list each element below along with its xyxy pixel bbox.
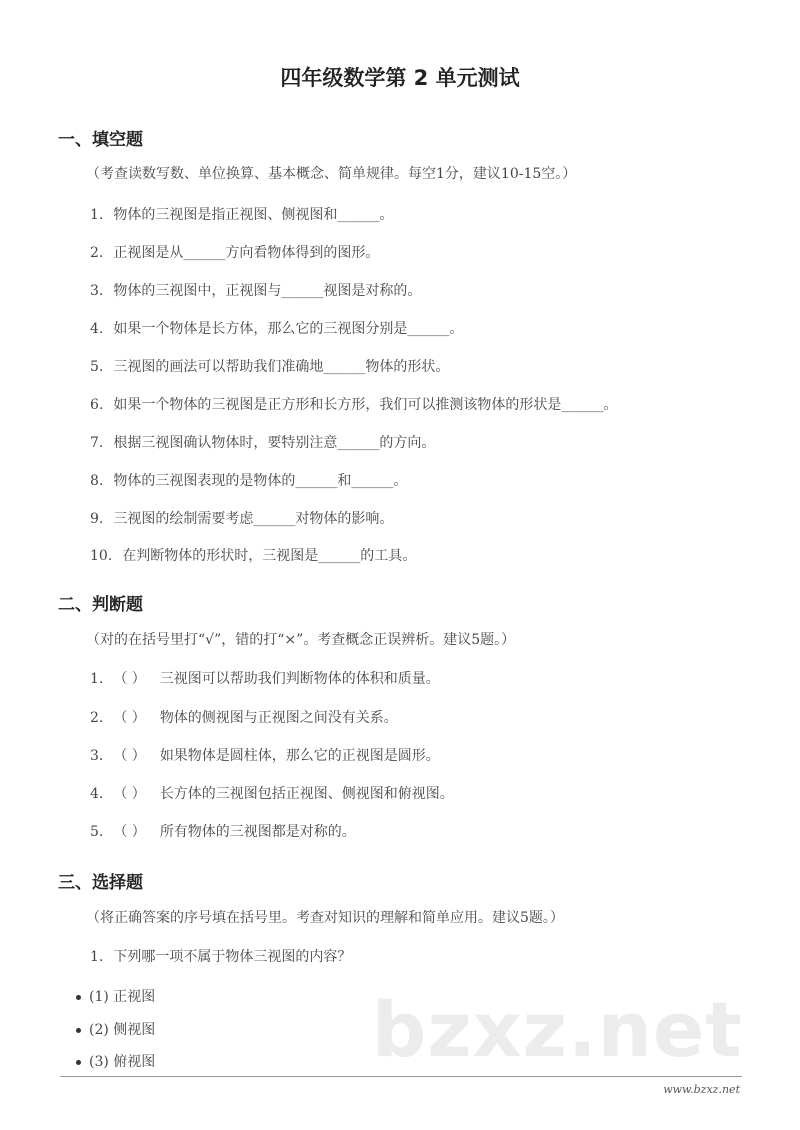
question-text: 物体的三视图是指正视图、侧视图和______。 [113, 207, 394, 223]
question-item [90, 821, 356, 841]
choice-text: (2) 侧视图 [89, 1022, 156, 1038]
question-text: 物体的三视图表现的是物体的______和______。 [113, 473, 408, 489]
bullet-icon [76, 1060, 81, 1065]
question-item [90, 745, 440, 765]
question-number: 1. [90, 207, 104, 223]
answer-bracket: （ ） [113, 786, 146, 802]
question-text: 物体的侧视图与正视图之间没有关系。 [159, 710, 398, 726]
question-number: 5. [90, 359, 104, 375]
question-number: 2. [90, 245, 104, 261]
choice-text: (1) 正视图 [89, 989, 156, 1005]
question-item [90, 356, 449, 376]
question-text: 下列哪一项不属于物体三视图的内容？ [113, 949, 352, 965]
question-item [90, 280, 421, 300]
question-item [90, 394, 617, 414]
question-item [90, 432, 435, 452]
question-number: 6. [90, 397, 104, 413]
question-number: 2. [90, 710, 104, 726]
question-text: 如果一个物体是长方体，那么它的三视图分别是______。 [113, 321, 464, 337]
question-item [90, 242, 379, 262]
question-text: 如果一个物体的三视图是正方形和长方形，我们可以推测该物体的形状是______。 [113, 397, 618, 413]
question-number: 4. [90, 321, 104, 337]
question-number: 1. [90, 671, 104, 687]
question-item [90, 545, 416, 565]
choice-option [76, 1019, 155, 1039]
section-heading-fill-blank: 一、填空题 [58, 130, 143, 150]
question-text: 三视图可以帮助我们判断物体的体积和质量。 [159, 671, 440, 687]
section-note: （对的在括号里打“√”，错的打“×”。考查概念正误辨析。建议5题。） [86, 632, 516, 648]
question-number: 3. [90, 748, 104, 764]
question-text: 如果物体是圆柱体，那么它的正视图是圆形。 [159, 748, 440, 764]
question-number: 5. [90, 824, 104, 840]
question-number: 7. [90, 435, 104, 451]
watermark: bzxz.net [372, 985, 743, 1074]
question-item [90, 318, 463, 338]
question-text: 三视图的画法可以帮助我们准确地______物体的形状。 [113, 359, 450, 375]
question-text: 物体的三视图中，正视图与______视图是对称的。 [113, 283, 422, 299]
question-text: 三视图的绘制需要考虑______对物体的影响。 [113, 511, 394, 527]
question-text: 长方体的三视图包括正视图、侧视图和俯视图。 [159, 786, 454, 802]
question-text: 根据三视图确认物体时，要特别注意______的方向。 [113, 435, 436, 451]
bullet-icon [76, 1028, 81, 1033]
footer-url: www.bzxz.net [663, 1083, 740, 1096]
question-item [90, 783, 454, 803]
answer-bracket: （ ） [113, 710, 146, 726]
section-note: （考查读数写数、单位换算、基本概念、简单规律。每空1分，建议10-15空。） [86, 166, 577, 182]
question-item [90, 946, 351, 966]
question-text: 所有物体的三视图都是对称的。 [159, 824, 356, 840]
section-heading-true-false: 二、判断题 [58, 595, 143, 615]
question-text: 在判断物体的形状时，三视图是______的工具。 [122, 548, 417, 564]
question-item [90, 508, 393, 528]
question-item [90, 204, 393, 224]
answer-bracket: （ ） [113, 671, 146, 687]
bullet-icon [76, 995, 81, 1000]
choice-option [76, 1051, 155, 1071]
choice-option [76, 986, 155, 1006]
question-number: 10. [90, 548, 113, 564]
question-number: 1. [90, 949, 104, 965]
footer-divider [60, 1076, 742, 1077]
question-number: 4. [90, 786, 104, 802]
question-number: 3. [90, 283, 104, 299]
choice-text: (3) 俯视图 [89, 1054, 156, 1070]
question-number: 8. [90, 473, 104, 489]
question-item [90, 470, 407, 490]
page-title: 四年级数学第 2 单元测试 [280, 66, 520, 90]
section-note: （将正确答案的序号填在括号里。考查对知识的理解和简单应用。建议5题。） [86, 910, 564, 926]
question-text: 正视图是从______方向看物体得到的图形。 [113, 245, 380, 261]
answer-bracket: （ ） [113, 824, 146, 840]
question-item [90, 668, 440, 688]
question-number: 9. [90, 511, 104, 527]
section-heading-multiple-choice: 三、选择题 [58, 873, 143, 893]
answer-bracket: （ ） [113, 748, 146, 764]
question-item [90, 707, 398, 727]
